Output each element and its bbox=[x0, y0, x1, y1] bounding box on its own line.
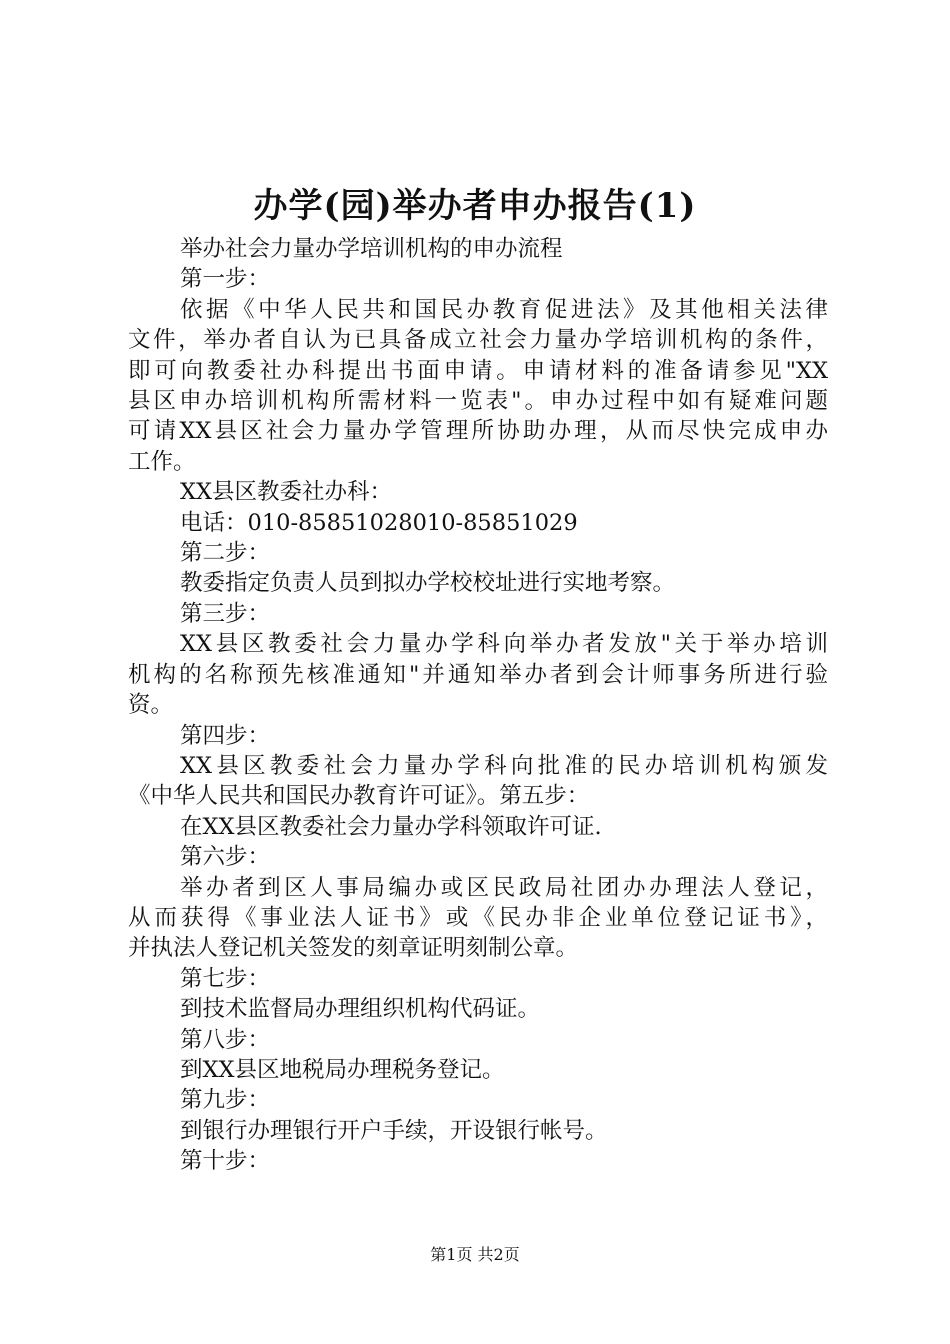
paragraph-line: 第十步： bbox=[180, 1148, 271, 1175]
paragraph-line: XX县区教委社会力量办学科向批准的民办培训机构颁发 bbox=[180, 752, 828, 779]
paragraph-line: 举办社会力量办学培训机构的申办流程 bbox=[180, 236, 563, 262]
paragraph-line: 第一步： bbox=[180, 266, 271, 293]
paragraph-line: 举办者到区人事局编办或区民政局社团办办理法人登记， bbox=[180, 874, 828, 901]
paragraph-line: 第二步： bbox=[180, 540, 271, 567]
paragraph-line: 教委指定负责人员到拟办学校校址进行实地考察。 bbox=[180, 570, 676, 597]
paragraph-line: 第六步： bbox=[180, 844, 271, 871]
paragraph-line: 第四步： bbox=[180, 722, 271, 749]
paragraph-line: 《中华人民共和国民办教育许可证》。第五步： bbox=[128, 783, 590, 810]
paragraph-line: 工作。 bbox=[128, 448, 196, 475]
paragraph-line: XX县区教委社会力量办学科向举办者发放"关于举办培训 bbox=[180, 631, 828, 658]
paragraph-line: 依据《中华人民共和国民办教育促进法》及其他相关法律 bbox=[180, 296, 828, 323]
paragraph-line: 县区申办培训机构所需材料一览表"。申办过程中如有疑难问题 bbox=[128, 388, 828, 415]
page-footer: 第1页 共2页 bbox=[430, 1245, 520, 1264]
paragraph-line: 从而获得《事业法人证书》或《民办非企业单位登记证书》， bbox=[128, 904, 828, 931]
paragraph-line: 并执法人登记机关签发的刻章证明刻制公章。 bbox=[128, 935, 579, 962]
paragraph-line: 资。 bbox=[128, 692, 174, 719]
paragraph-line: 到XX县区地税局办理税务登记。 bbox=[180, 1056, 505, 1083]
paragraph-line: 机构的名称预先核准通知"并通知举办者到会计师事务所进行验 bbox=[128, 661, 828, 688]
paragraph-line: 文件，举办者自认为已具备成立社会力量办学培训机构的条件， bbox=[128, 327, 828, 354]
paragraph-line: 第八步： bbox=[180, 1026, 271, 1053]
paragraph-line: 在XX县区教委社会力量办学科领取许可证. bbox=[180, 813, 602, 840]
paragraph-line: 到银行办理银行开户手续，开设银行帐号。 bbox=[180, 1117, 608, 1144]
document-body bbox=[128, 234, 828, 1177]
paragraph-line: 即可向教委社办科提出书面申请。申请材料的准备请参见"XX bbox=[128, 357, 828, 384]
document-title: 办学(园)举办者申办报告(1) bbox=[253, 186, 697, 226]
paragraph-line: 第七步： bbox=[180, 965, 271, 992]
paragraph-line: XX县区教委社办科： bbox=[180, 479, 393, 506]
paragraph-line: 电话：010-85851028010-85851029 bbox=[180, 509, 578, 536]
paragraph-line: 第九步： bbox=[180, 1087, 271, 1114]
paragraph-line: 到技术监督局办理组织机构代码证。 bbox=[180, 996, 541, 1023]
paragraph-line: 可请XX县区社会力量办学管理所协助办理，从而尽快完成申办 bbox=[128, 418, 828, 445]
paragraph-line: 第三步： bbox=[180, 600, 271, 627]
